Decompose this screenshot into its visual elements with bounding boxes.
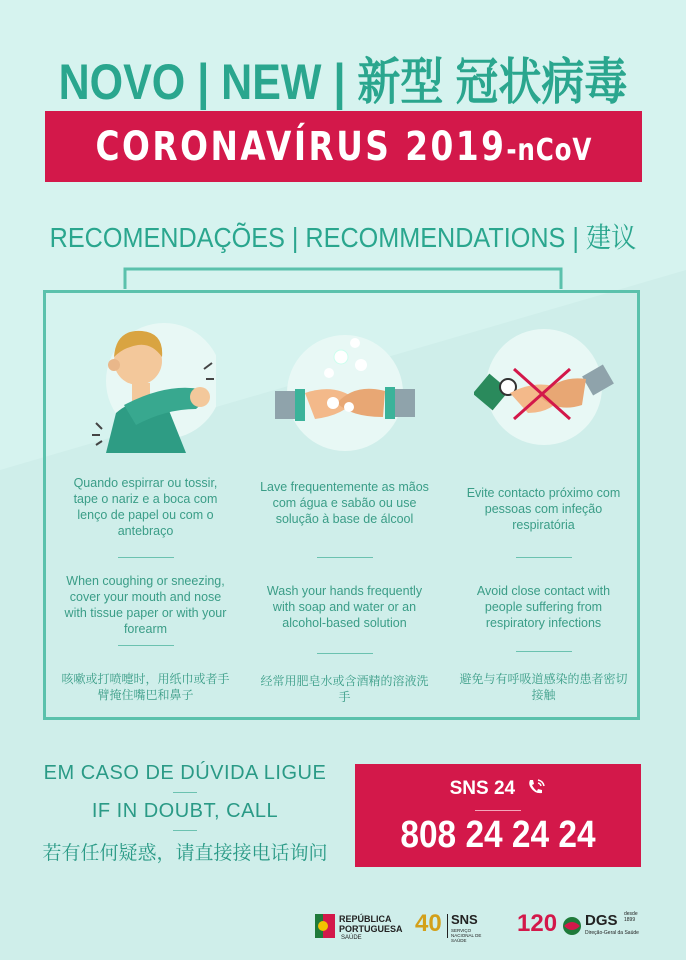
contact-en: IF IN DOUBT, CALL [91,800,279,822]
phone-number[interactable]: 808 24 24 24 [400,814,596,856]
divider [317,653,373,654]
divider [475,810,521,811]
dgs-since-label: desde 1899 [624,911,638,923]
coughing-person-icon [76,313,216,453]
dgs-120-mark: 120 [517,910,558,937]
coronavirus-banner [45,111,642,182]
divider [173,830,197,831]
republica-label-1: REPÚBLICA [339,914,392,924]
recommendation-column-cough [46,293,245,717]
divider [317,557,373,558]
republica-label-2: PORTUGUESA [339,924,403,934]
dgs-label: DGS [585,912,618,929]
hotline-box[interactable] [355,764,641,867]
contact-zh: 若有任何疑惑，请直接接电话询问 [42,842,328,864]
recommendation-en: When coughing or sneezing, cover your mouth and nose with tissue paper or with your forearm [64,574,227,636]
contact-instructions [40,762,330,865]
divider [516,651,572,652]
recommendation-column-handwash [245,293,444,717]
sns24-label: SNS 24 [355,778,641,800]
banner-title: CORONAVÍRUS 2019-nCoV [95,123,592,170]
recommendation-pt: Quando espirrar ou tossir, tape o nariz e a boca com lenço de papel ou com o antebraço [73,476,218,538]
sns-label: SNS [451,912,478,927]
sns-40-mark: 40 [415,910,442,937]
dgs-sub-label: Direção-Geral da Saúde [585,930,639,936]
republica-portuguesa-logo-icon [315,914,335,938]
sns-sub-label: SERVIÇO NACIONAL DE SAÚDE [451,928,482,943]
page-title: NOVO | NEW | 新型 冠状病毒 [58,54,628,110]
contact-pt: EM CASO DE DÚVIDA LIGUE [43,762,327,784]
divider [173,792,197,793]
recommendations-heading: RECOMENDAÇÕES | RECOMMENDATIONS | 建议 [49,222,637,253]
divider [118,557,174,558]
recommendation-en: Avoid close contact with people suffering from respiratory infections [476,584,611,630]
divider [447,914,448,938]
recommendation-pt: Lave frequentemente as mãos com água e sabão ou use solução à base de álcool [260,480,429,526]
recommendation-zh: 咳嗽或打喷嚏时，用纸巾或者手臂掩住嘴巴和鼻子 [61,672,230,702]
no-handshake-icon [474,313,614,453]
recommendation-en: Wash your hands frequently with soap and water or an alcohol-based solution [266,584,423,630]
recommendations-box [43,290,640,720]
divider [516,557,572,558]
recommendation-zh: 经常用肥皂水或含酒精的溶液洗手 [260,674,429,704]
recommendation-pt: Evite contacto próximo com pessoas com infeção respiratória [466,486,621,532]
footer-logos [315,908,675,948]
hand-washing-icon [275,313,415,453]
phone-icon [526,778,546,796]
divider [118,645,174,646]
republica-label-3: SAÚDE [341,935,362,941]
recommendation-column-contact [444,293,643,717]
bracket-connector [123,265,563,291]
dgs-logo-icon [562,916,582,936]
recommendation-zh: 避免与有呼吸道感染的患者密切接触 [459,672,628,702]
